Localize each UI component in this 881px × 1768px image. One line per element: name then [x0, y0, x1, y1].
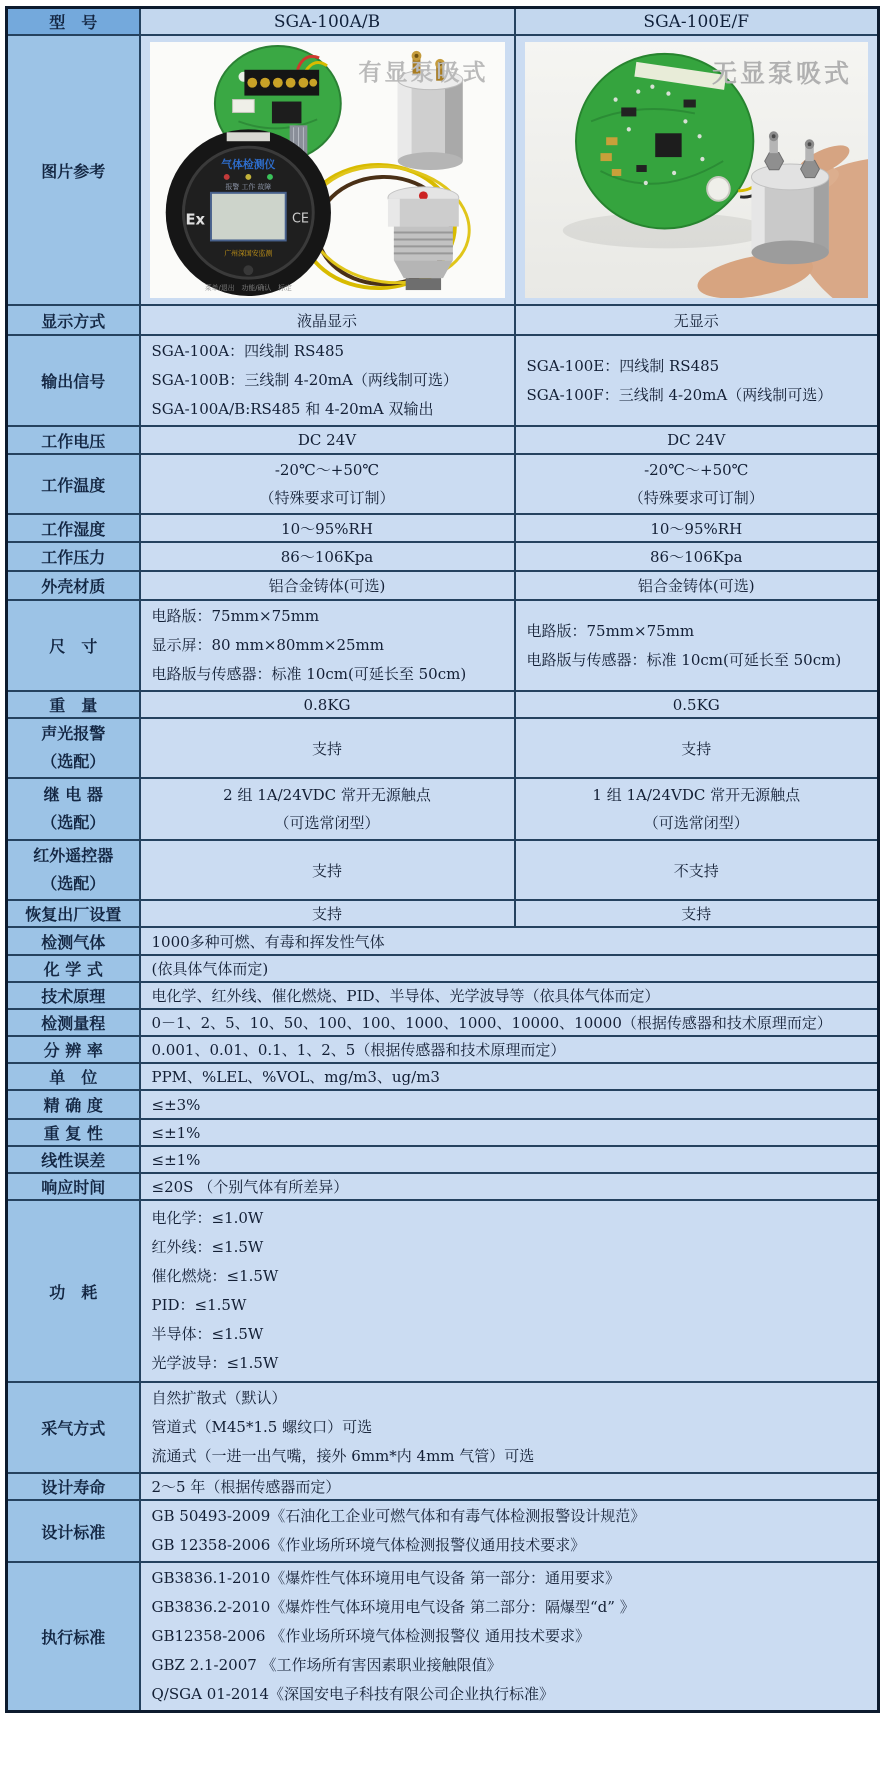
remote-right: 不支持 [515, 840, 879, 900]
temperature-range: -20℃～+50℃ [274, 461, 380, 479]
repeatability-value: ≤±1% [140, 1119, 879, 1146]
relay-row [7, 778, 879, 840]
housing-right: 铝合金铸体(可选) [515, 571, 879, 600]
exec-standard-value [140, 1562, 879, 1712]
output-left-line: SGA-100A/B:RS485 和 4-20mA 双输出 [151, 400, 434, 418]
power-value [140, 1200, 879, 1382]
model-name-left: SGA-100A/B [140, 8, 515, 36]
gases-row [7, 927, 879, 955]
power-line: 催化燃烧：≤1.5W [151, 1267, 279, 1285]
product-photo-right [525, 42, 869, 298]
accuracy-value: ≤±3% [140, 1090, 879, 1119]
design-standard-line: GB 50493-2009《石油化工企业可燃气体和有毒气体检测报警设计规范》 [151, 1507, 646, 1525]
weight-left: 0.8KG [140, 691, 515, 718]
exec-standard-line: GB12358-2006 《作业场所环境气体检测报警仪 通用技术要求》 [151, 1627, 591, 1645]
spec-table [5, 6, 880, 1713]
exec-standard-line: Q/SGA 01-2014《深国安电子科技有限公司企业执行标准》 [151, 1685, 555, 1703]
weight-row [7, 691, 879, 718]
exec-standard-line: GBZ 2.1-2007 《工作场所有害因素职业接触限值》 [151, 1656, 502, 1674]
temperature-left [140, 454, 515, 514]
design-standard-row-label: 设计标准 [7, 1500, 140, 1562]
dimensions-left-line: 显示屏：80 mm×80mm×25mm [151, 636, 385, 654]
output-row-label: 输出信号 [7, 335, 140, 426]
display-left: 液晶显示 [140, 305, 515, 335]
voltage-row-label: 工作电压 [7, 426, 140, 454]
alarm-label-line: 声光报警 [41, 724, 106, 743]
design-standard-value [140, 1500, 879, 1562]
alarm-label-line: （选配） [41, 752, 106, 771]
product-photo-left [150, 42, 505, 298]
response-value: ≤20S （个别气体有所差异） [140, 1173, 879, 1200]
display-right: 无显示 [515, 305, 879, 335]
svg-text:报警 工作 故障: 报警 工作 故障 [225, 182, 271, 191]
output-right-line: SGA-100E：四线制 RS485 [526, 356, 720, 375]
exec-standard-line: GB3836.1-2010《爆炸性气体环境用电气设备 第一部分：通用要求》 [151, 1569, 621, 1587]
factory-reset-left: 支持 [140, 900, 515, 927]
formula-row-label: 化 学 式 [7, 955, 140, 982]
relay-left [140, 778, 515, 840]
dimensions-row-label: 尺 寸 [7, 600, 140, 691]
alarm-row [7, 718, 879, 778]
dimensions-row [7, 600, 879, 691]
relay-left-line: （可选常闭型） [274, 814, 380, 832]
power-line: 红外线：≤1.5W [151, 1238, 264, 1256]
pressure-right: 86～106Kpa [515, 542, 879, 571]
dimensions-right [515, 600, 879, 691]
watermark-left: 有显泵吸式 [358, 60, 489, 86]
alarm-row-label [7, 718, 140, 778]
lifespan-row-label: 设计寿命 [7, 1473, 140, 1500]
pressure-row-label: 工作压力 [7, 542, 140, 571]
svg-text:菜单/退出 功能/确认 标定: 菜单/退出 功能/确认 标定 [204, 284, 292, 293]
pressure-left: 86～106Kpa [140, 542, 515, 571]
alarm-left: 支持 [140, 718, 515, 778]
response-row [7, 1173, 879, 1200]
response-row-label: 响应时间 [7, 1173, 140, 1200]
temperature-note: （特殊要求可订制） [259, 489, 395, 507]
range-value: 0－1、2、5、10、50、100、100、1000、1000、10000、10000（根据传感器和技术原理而定） [140, 1009, 879, 1036]
exec-standard-line: GB3836.2-2010《爆炸性气体环境用电气设备 第二部分：隔爆型“d” 》 [151, 1598, 635, 1616]
lifespan-value: 2～5 年（根据传感器而定） [140, 1473, 879, 1500]
dimensions-right-line: 电路版：75mm×75mm [526, 621, 695, 640]
temperature-note: （特殊要求可订制） [628, 489, 764, 507]
alarm-right: 支持 [515, 718, 879, 778]
humidity-right: 10～95%RH [515, 514, 879, 542]
sampling-row [7, 1382, 879, 1473]
watermark-right: 无显泵吸式 [711, 59, 852, 88]
sampling-value [140, 1382, 879, 1473]
svg-text:Ex: Ex [184, 211, 205, 229]
temperature-right [515, 454, 879, 514]
remote-left: 支持 [140, 840, 515, 900]
factory-reset-row-label: 恢复出厂设置 [7, 900, 140, 927]
photo-cell-left [140, 35, 515, 305]
sampling-line: 流通式（一进一出气嘴，接外 6mm*内 4mm 气管）可选 [151, 1447, 535, 1465]
formula-row [7, 955, 879, 982]
resolution-row-label: 分 辨 率 [7, 1036, 140, 1063]
repeatability-row-label: 重 复 性 [7, 1119, 140, 1146]
sampling-line: 管道式（M45*1.5 螺纹口）可选 [151, 1418, 373, 1436]
power-line: 电化学：≤1.0W [151, 1209, 264, 1227]
power-line: 光学波导：≤1.5W [151, 1354, 279, 1372]
humidity-left: 10～95%RH [140, 514, 515, 542]
resolution-value: 0.001、0.01、0.1、1、2、5（根据传感器和技术原理而定） [140, 1036, 879, 1063]
output-right [515, 335, 879, 426]
remote-row-label [7, 840, 140, 900]
gases-value: 1000多种可燃、有毒和挥发性气体 [140, 927, 879, 955]
svg-text:CE: CE [291, 211, 309, 227]
photo-row-label: 图片参考 [7, 35, 140, 305]
resolution-row [7, 1036, 879, 1063]
power-row [7, 1200, 879, 1382]
exec-standard-row [7, 1562, 879, 1712]
range-row [7, 1009, 879, 1036]
relay-right-line: （可选常闭型） [643, 814, 749, 832]
repeatability-row [7, 1119, 879, 1146]
relay-left-line: 2 组 1A/24VDC 常开无源触点 [223, 786, 431, 804]
display-row-label: 显示方式 [7, 305, 140, 335]
linearity-row-label: 线性误差 [7, 1146, 140, 1173]
voltage-right: DC 24V [515, 426, 879, 454]
output-right-line: SGA-100F：三线制 4-20mA（两线制可选） [526, 385, 833, 404]
output-left-line: SGA-100B：三线制 4-20mA（两线制可选） [151, 371, 458, 389]
linearity-value: ≤±1% [140, 1146, 879, 1173]
housing-row [7, 571, 879, 600]
sampling-line: 自然扩散式（默认） [151, 1389, 287, 1407]
relay-label-line: 继 电 器 [43, 785, 103, 804]
output-left [140, 335, 515, 426]
temperature-range: -20℃～+50℃ [644, 461, 749, 479]
model-row-label: 型 号 [7, 8, 140, 36]
temperature-row-label: 工作温度 [7, 454, 140, 514]
weight-row-label: 重 量 [7, 691, 140, 718]
principle-row-label: 技术原理 [7, 982, 140, 1009]
remote-label-line: （选配） [41, 874, 106, 893]
svg-text:广州深国安监测: 广州深国安监测 [223, 249, 272, 258]
output-row [7, 335, 879, 426]
temperature-row [7, 454, 879, 514]
factory-reset-row [7, 900, 879, 927]
units-value: PPM、%LEL、%VOL、mg/m3、ug/m3 [140, 1063, 879, 1090]
principle-row [7, 982, 879, 1009]
lifespan-row [7, 1473, 879, 1500]
dimensions-left-line: 电路版与传感器：标准 10cm(可延长至 50cm) [151, 665, 467, 683]
gauge-display-icon [165, 129, 330, 296]
pressure-row [7, 542, 879, 571]
design-standard-line: GB 12358-2006《作业场所环境气体检测报警仪通用技术要求》 [151, 1536, 586, 1554]
design-standard-row [7, 1500, 879, 1562]
relay-right [515, 778, 879, 840]
units-row [7, 1063, 879, 1090]
range-row-label: 检测量程 [7, 1009, 140, 1036]
dimensions-right-line: 电路版与传感器：标准 10cm(可延长至 50cm) [526, 650, 842, 669]
model-name-right: SGA-100E/F [515, 8, 879, 36]
exec-standard-row-label: 执行标准 [7, 1562, 140, 1712]
relay-label-line: （选配） [41, 813, 106, 832]
remote-label-line: 红外遥控器 [33, 846, 114, 865]
model-row [7, 8, 879, 36]
housing-row-label: 外壳材质 [7, 571, 140, 600]
voltage-row [7, 426, 879, 454]
formula-value: (依具体气体而定) [140, 955, 879, 982]
photo-cell-right [515, 35, 879, 305]
sampling-row-label: 采气方式 [7, 1382, 140, 1473]
voltage-left: DC 24V [140, 426, 515, 454]
dimensions-left [140, 600, 515, 691]
weight-right: 0.5KG [515, 691, 879, 718]
power-row-label: 功 耗 [7, 1200, 140, 1382]
units-row-label: 单 位 [7, 1063, 140, 1090]
humidity-row-label: 工作湿度 [7, 514, 140, 542]
relay-row-label [7, 778, 140, 840]
photo-row [7, 35, 879, 305]
dimensions-left-line: 电路版：75mm×75mm [151, 607, 320, 625]
humidity-row [7, 514, 879, 542]
gases-row-label: 检测气体 [7, 927, 140, 955]
factory-reset-right: 支持 [515, 900, 879, 927]
principle-value: 电化学、红外线、催化燃烧、PID、半导体、光学波导等（依具体气体而定） [140, 982, 879, 1009]
accuracy-row-label: 精 确 度 [7, 1090, 140, 1119]
accuracy-row [7, 1090, 879, 1119]
housing-left: 铝合金铸体(可选) [140, 571, 515, 600]
relay-right-line: 1 组 1A/24VDC 常开无源触点 [592, 786, 801, 804]
power-line: 半导体：≤1.5W [151, 1325, 264, 1343]
output-left-line: SGA-100A：四线制 RS485 [151, 342, 345, 360]
linearity-row [7, 1146, 879, 1173]
svg-text:气体检测仪: 气体检测仪 [220, 157, 275, 172]
display-row [7, 305, 879, 335]
power-line: PID：≤1.5W [151, 1296, 247, 1314]
remote-row [7, 840, 879, 900]
